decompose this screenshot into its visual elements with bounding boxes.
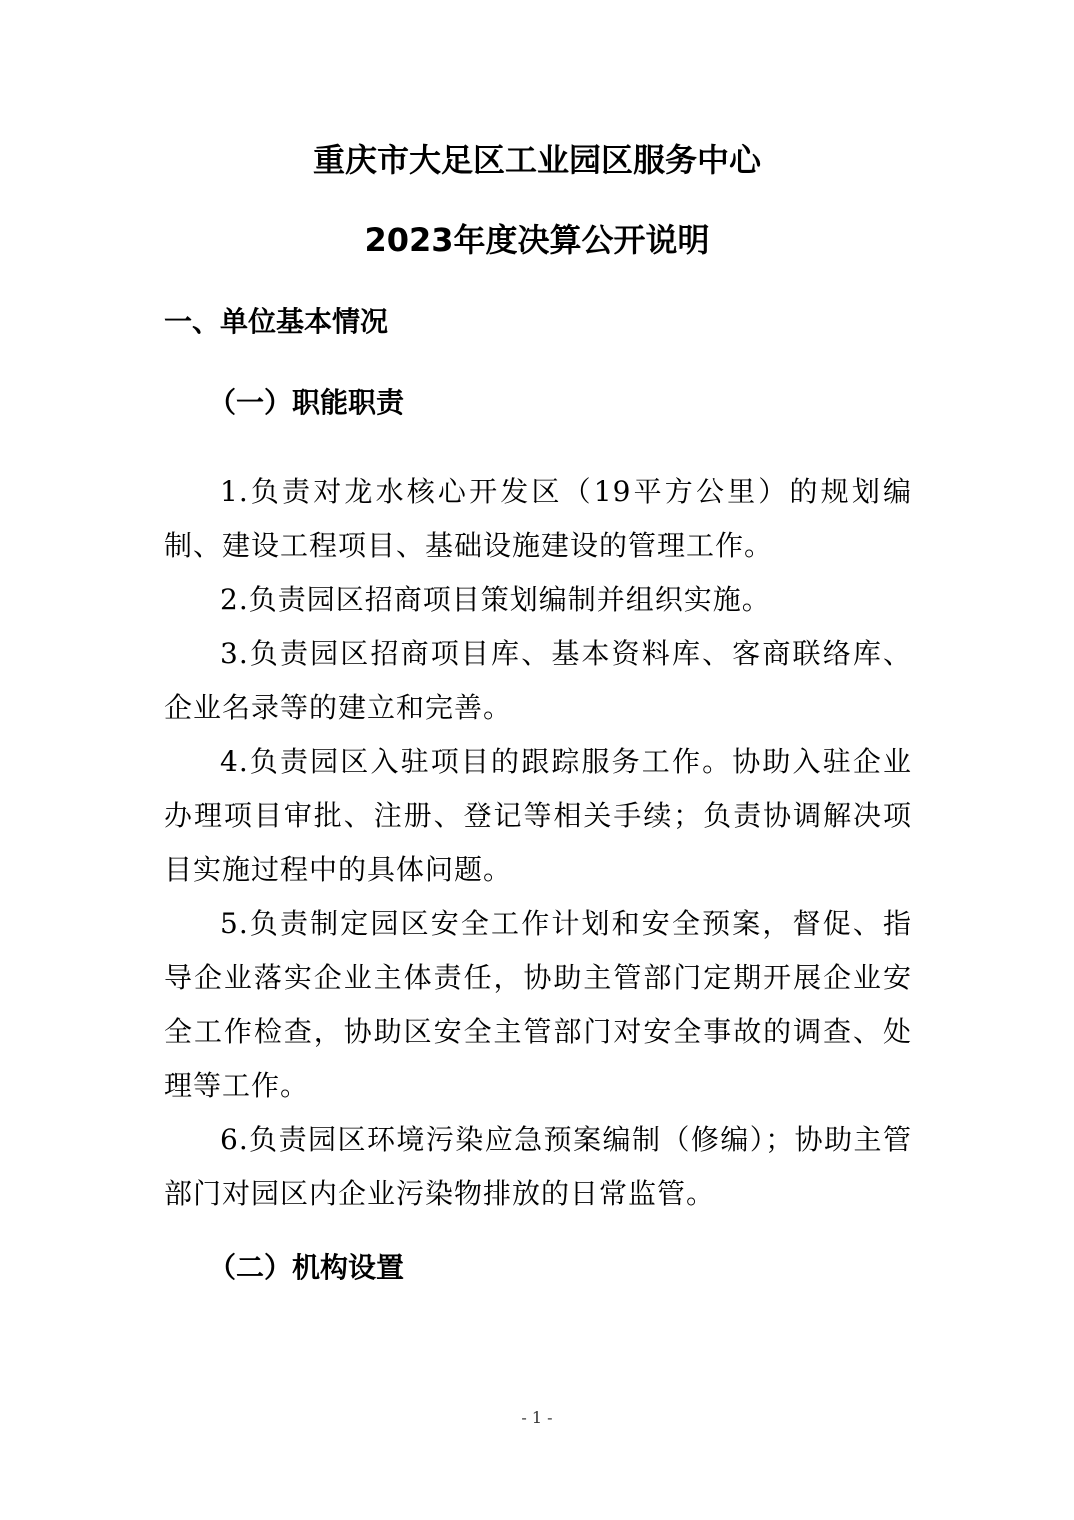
section-heading-basic-info: 一、单位基本情况 <box>164 305 389 338</box>
paragraph-item-6: 6.负责园区环境污染应急预案编制（修编）；协助主管部门对园区内企业污染物排放的日常监管。 <box>164 1123 912 1210</box>
paragraph-item-5: 5.负责制定园区安全工作计划和安全预案，督促、指导企业落实企业主体责任，协助主管部门定期开展企业安全工作检查，协助区安全主管部门对安全事故的调查、处理等工作。 <box>164 907 912 1102</box>
page-number: - 1 - <box>521 1408 553 1427</box>
paragraph-item-2: 2.负责园区招商项目策划编制并组织实施。 <box>220 583 771 616</box>
subsection-heading-functions: （一）职能职责 <box>208 386 405 419</box>
document-title-line1: 重庆市大足区工业园区服务中心 <box>312 141 761 179</box>
subsection-heading-organization: （二）机构设置 <box>208 1251 405 1284</box>
paragraph-item-1: 1.负责对龙水核心开发区（19平方公里）的规划编制、建设工程项目、基础设施建设的管理工作。 <box>164 475 912 562</box>
paragraph-item-3: 3.负责园区招商项目库、基本资料库、客商联络库、企业名录等的建立和完善。 <box>164 637 912 724</box>
paragraph-item-4: 4.负责园区入驻项目的跟踪服务工作。协助入驻企业办理项目审批、注册、登记等相关手续；负责协调解决项目实施过程中的具体问题。 <box>164 745 912 886</box>
document-title-line2: 2023年度决算公开说明 <box>364 221 710 259</box>
